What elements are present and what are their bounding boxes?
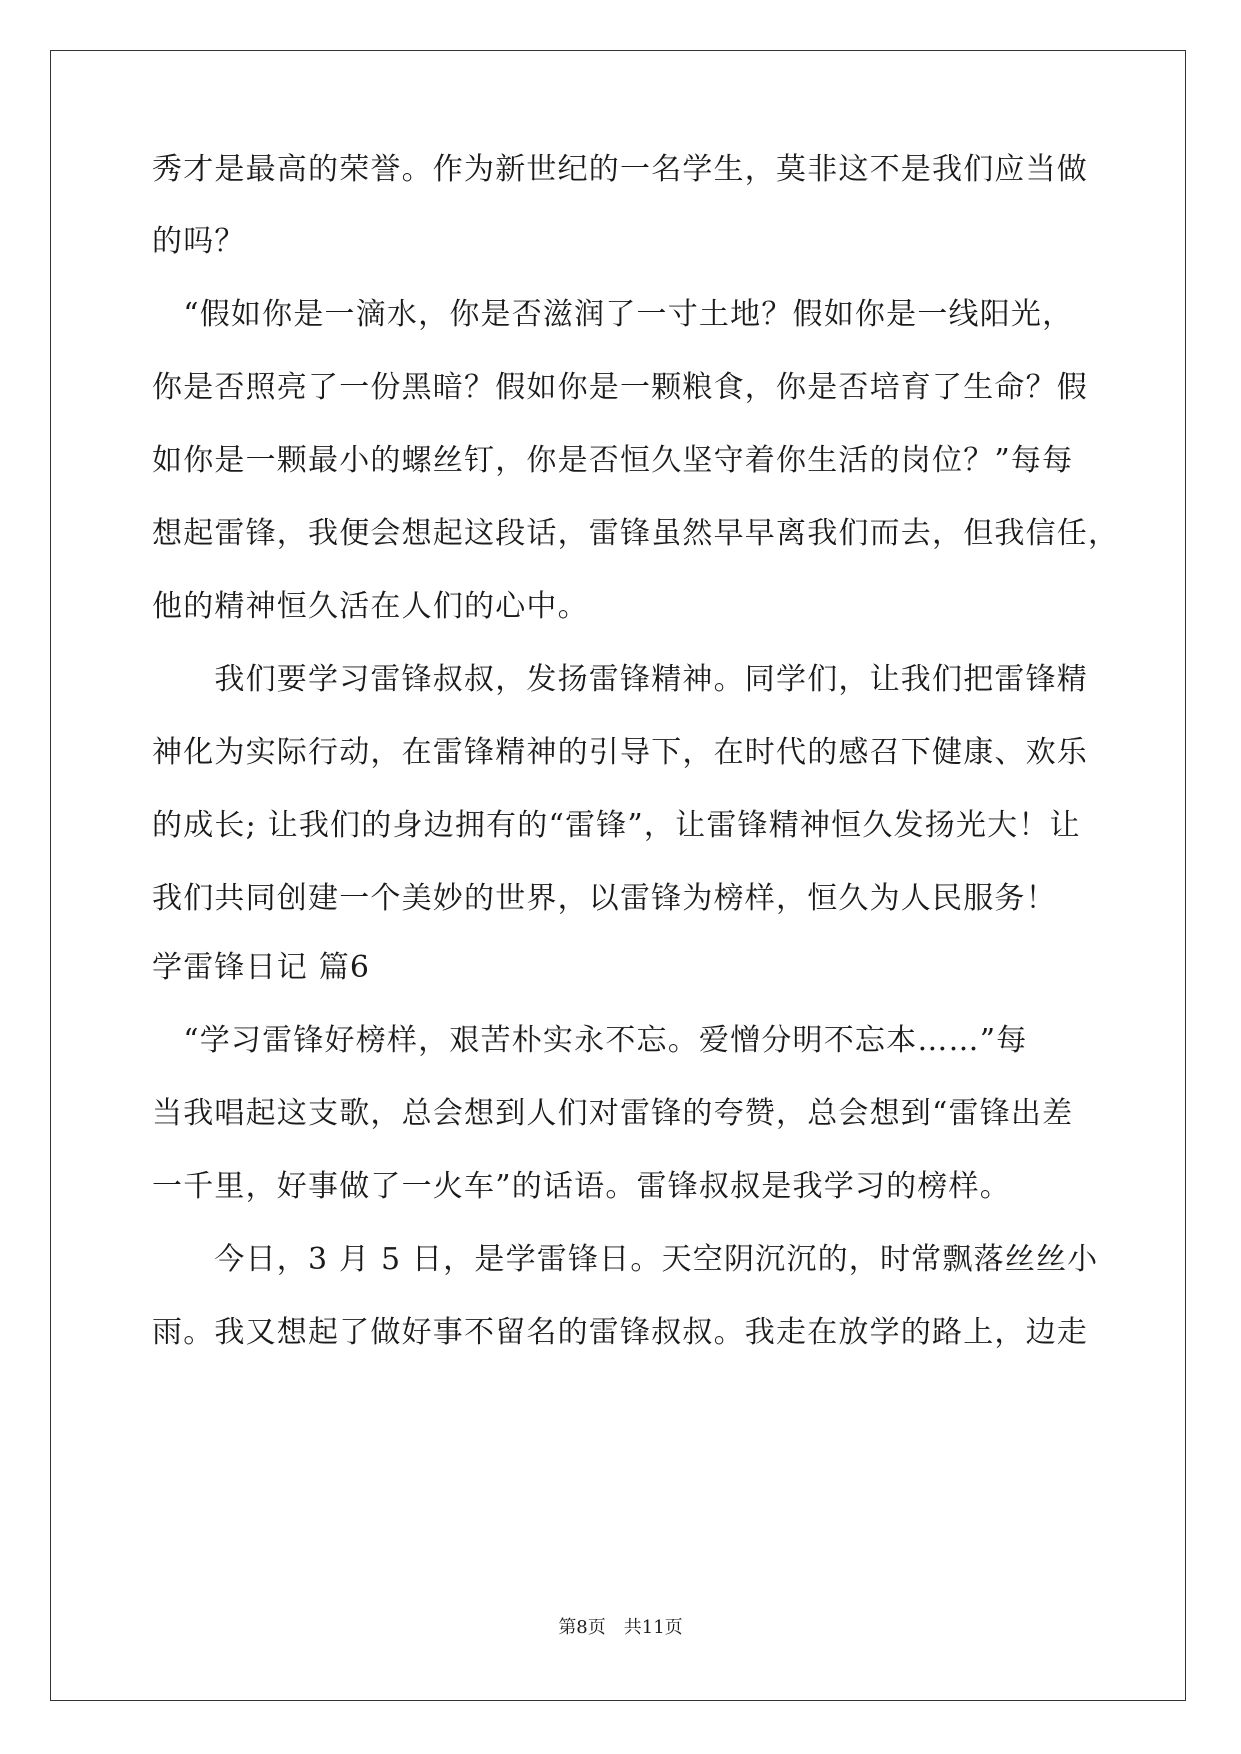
text-line: 他的精神恒久活在人们的心中。 <box>152 589 589 624</box>
text-line: 雨。我又想起了做好事不留名的雷锋叔叔。我走在放学的路上，边走 <box>152 1315 1088 1350</box>
text-line: 一千里，好事做了一火车”的话语。雷锋叔叔是我学习的榜样。 <box>152 1169 1011 1204</box>
text-line: 我们共同创建一个美妙的世界，以雷锋为榜样，恒久为人民服务！ <box>152 881 1057 916</box>
text-line: 神化为实际行动，在雷锋精神的引导下，在时代的感召下健康、欢乐 <box>152 735 1088 770</box>
text-line: 的成长; 让我们的身边拥有的“雷锋”，让雷锋精神恒久发扬光大！让 <box>152 808 1081 843</box>
section-heading: 学雷锋日记 篇6 <box>152 950 371 985</box>
text-line: “假如你是一滴水，你是否滋润了一寸土地？假如你是一线阳光， <box>152 297 1074 332</box>
page-number: 第8页 共11页 <box>558 1617 683 1638</box>
text-line: 当我唱起这支歌，总会想到人们对雷锋的夸赞，总会想到“雷锋出差 <box>152 1096 1074 1131</box>
text-line: 如你是一颗最小的螺丝钉，你是否恒久坚守着你生活的岗位？”每每 <box>152 443 1074 478</box>
text-line: 今日，3 月 5 日，是学雷锋日。天空阴沉沉的，时常飘落丝丝小 <box>152 1242 1099 1277</box>
text-line: 秀才是最高的荣誉。作为新世纪的一名学生，莫非这不是我们应当做 <box>152 152 1088 187</box>
text-line: 你是否照亮了一份黑暗？假如你是一颗粮食，你是否培育了生命？假 <box>152 370 1088 405</box>
text-line: 想起雷锋，我便会想起这段话，雷锋虽然早早离我们而去，但我信任， <box>152 516 1120 551</box>
text-line: 我们要学习雷锋叔叔，发扬雷锋精神。同学们，让我们把雷锋精 <box>152 662 1088 697</box>
text-line: 的吗？ <box>152 224 246 259</box>
text-line: “学习雷锋好榜样，艰苦朴实永不忘。爱憎分明不忘本……”每 <box>152 1023 1028 1058</box>
